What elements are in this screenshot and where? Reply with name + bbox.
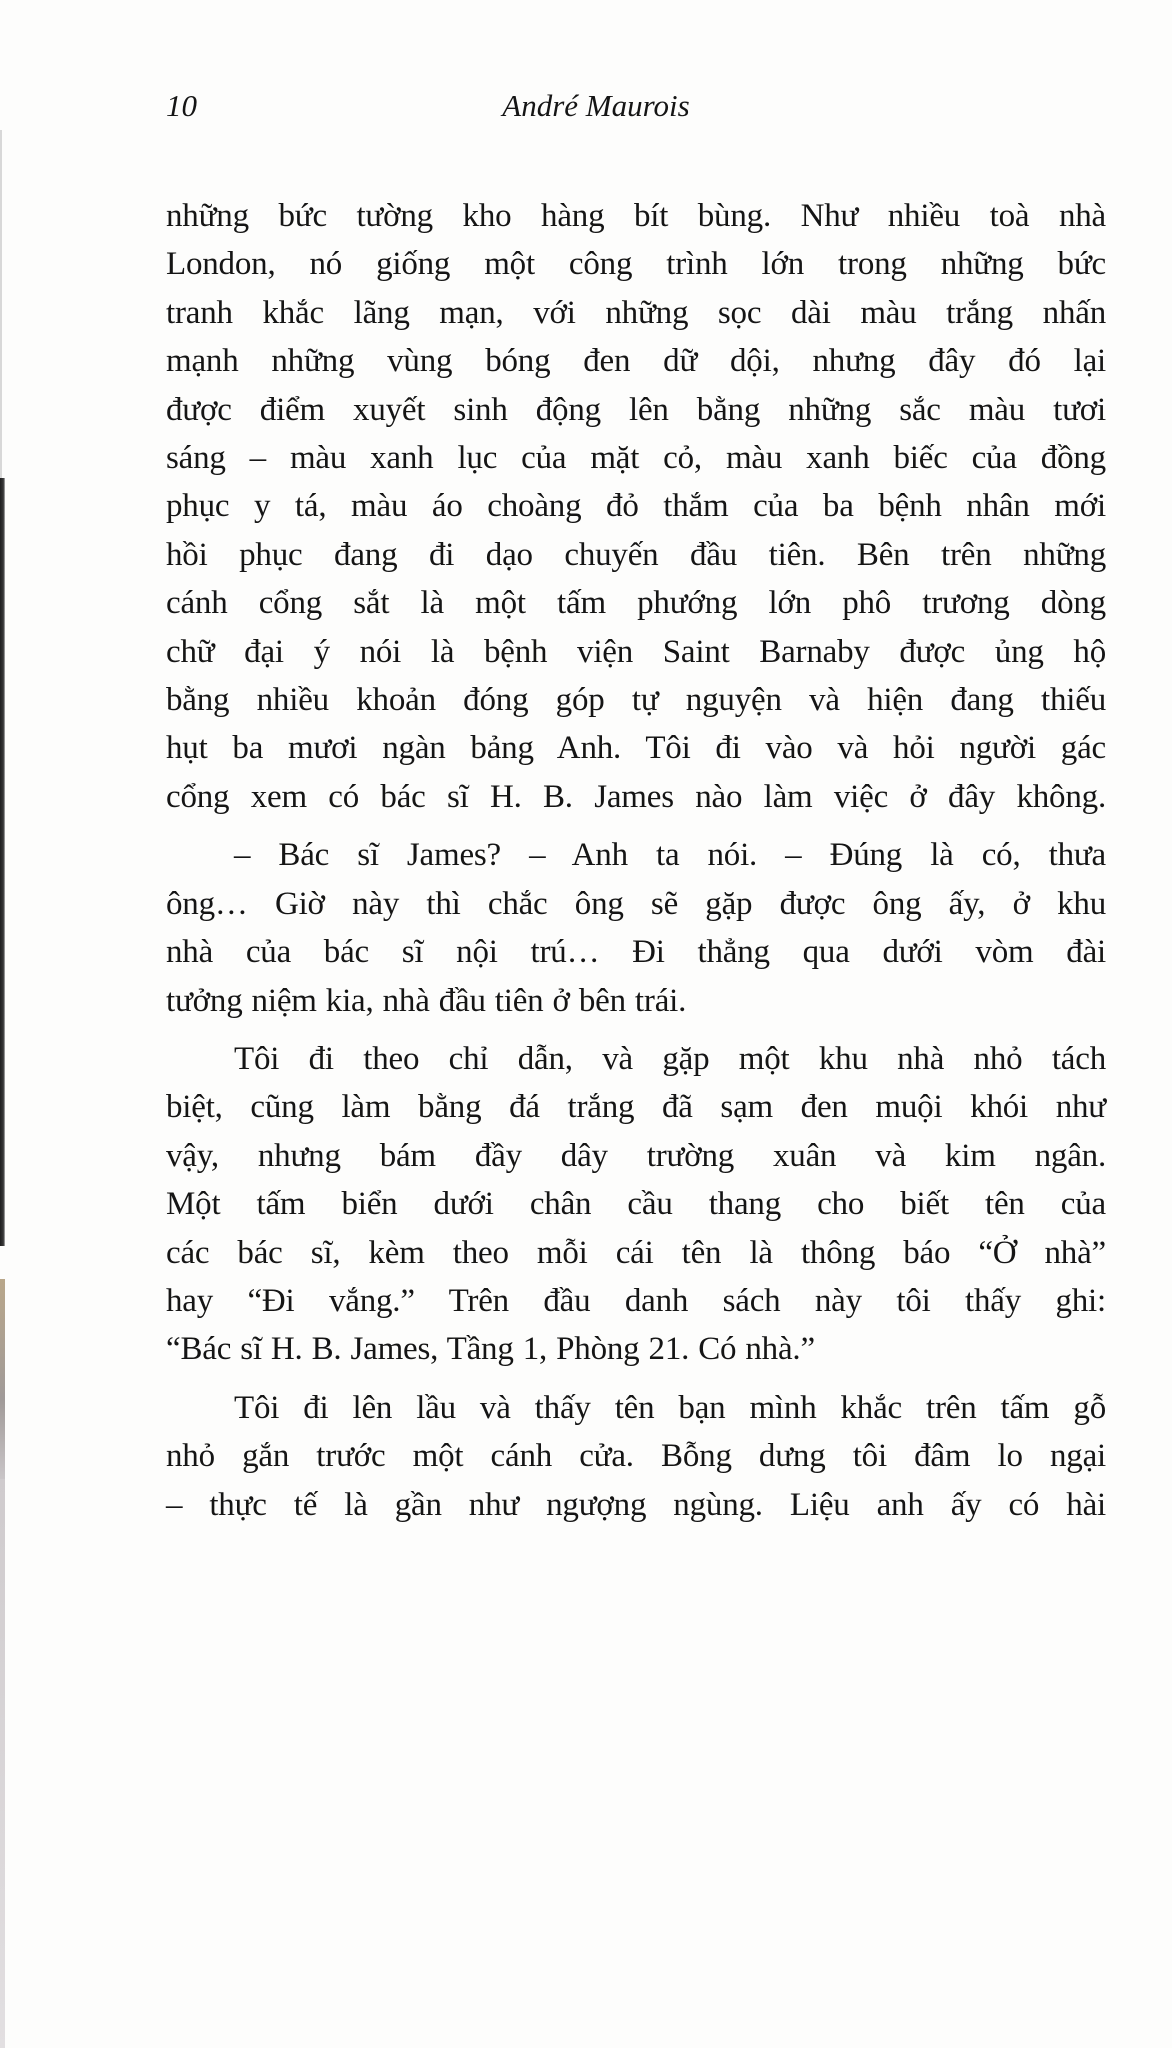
text-line: bằng nhiều khoản đóng góp tự nguyện và hiện đang thiếu (166, 682, 1106, 719)
paragraph-3 (166, 1035, 1106, 1374)
text-line: hụt ba mươi ngàn bảng Anh. Tôi đi vào và hỏi người gác (166, 730, 1106, 767)
text-line: ông… Giờ này thì chắc ông sẽ gặp được ông ấy, ở khu (166, 885, 1106, 922)
text-line: vậy, nhưng bám đầy dây trường xuân và kim ngân. (166, 1137, 1106, 1174)
text-line: – Bác sĩ James? – Anh ta nói. – Đúng là có, thưa (234, 837, 1106, 874)
text-line: những bức tường kho hàng bít bùng. Như nhiều toà nhà (166, 198, 1106, 234)
text-line: tranh khắc lãng mạn, với những sọc dài màu trắng nhấn (166, 294, 1106, 331)
page-edge-top (0, 130, 2, 478)
text-line: – thực tế là gần như ngượng ngùng. Liệu anh ấy có hài (166, 1486, 1106, 1523)
page-edge-shadow (0, 478, 5, 1246)
text-line: Tôi đi lên lầu và thấy tên bạn mình khắc trên tấm gỗ (234, 1389, 1106, 1426)
page-edge-light (0, 1479, 5, 2048)
paragraph-1 (166, 192, 1106, 821)
text-line: Một tấm biển dưới chân cầu thang cho biết tên của (166, 1186, 1106, 1223)
text-line: sáng – màu xanh lục của mặt cỏ, màu xanh biếc của đồng (166, 440, 1106, 477)
page-number: 10 (166, 88, 197, 123)
text-line: hồi phục đang đi dạo chuyến đầu tiên. Bên trên những (166, 536, 1106, 573)
body-text (166, 192, 1106, 1529)
text-line: nhà của bác sĩ nội trú… Đi thẳng qua dưới vòm đài (166, 934, 1106, 971)
paragraph-2-dialogue (166, 831, 1106, 1025)
running-head (0, 86, 1172, 126)
text-line: mạnh những vùng bóng đen dữ dội, nhưng đây đó lại (166, 343, 1106, 380)
text-line: Tôi đi theo chỉ dẫn, và gặp một khu nhà nhỏ tách (234, 1040, 1106, 1077)
text-line: phục y tá, màu áo choàng đỏ thắm của ba bệnh nhân mới (166, 488, 1106, 525)
text-line: các bác sĩ, kèm theo mỗi cái tên là thông báo “Ở nhà” (166, 1234, 1106, 1271)
text-line: nhỏ gắn trước một cánh cửa. Bỗng dưng tôi đâm lo ngại (166, 1438, 1106, 1475)
text-line: biệt, cũng làm bằng đá trắng đã sạm đen muội khói như (166, 1089, 1106, 1126)
text-line: cổng xem có bác sĩ H. B. James nào làm việc ở đây không. (166, 778, 1106, 815)
text-line: tưởng niệm kia, nhà đầu tiên ở bên trái. (166, 982, 687, 1019)
paragraph-4 (166, 1384, 1106, 1529)
running-title-author: André Maurois (502, 88, 690, 123)
text-line: hay “Đi vắng.” Trên đầu danh sách này tôi thấy ghi: (166, 1282, 1106, 1319)
page-edge-tan (0, 1279, 5, 1479)
text-line: được điểm xuyết sinh động lên bằng những sắc màu tươi (166, 391, 1106, 428)
text-line: London, nó giống một công trình lớn trong những bức (166, 246, 1106, 283)
text-line-sign: “Bác sĩ H. B. James, Tầng 1, Phòng 21. Có nhà.” (166, 1331, 815, 1368)
text-line: chữ đại ý nói là bệnh viện Saint Barnaby được ủng hộ (166, 633, 1106, 670)
text-line: cánh cổng sắt là một tấm phướng lớn phô trương dòng (166, 585, 1106, 622)
